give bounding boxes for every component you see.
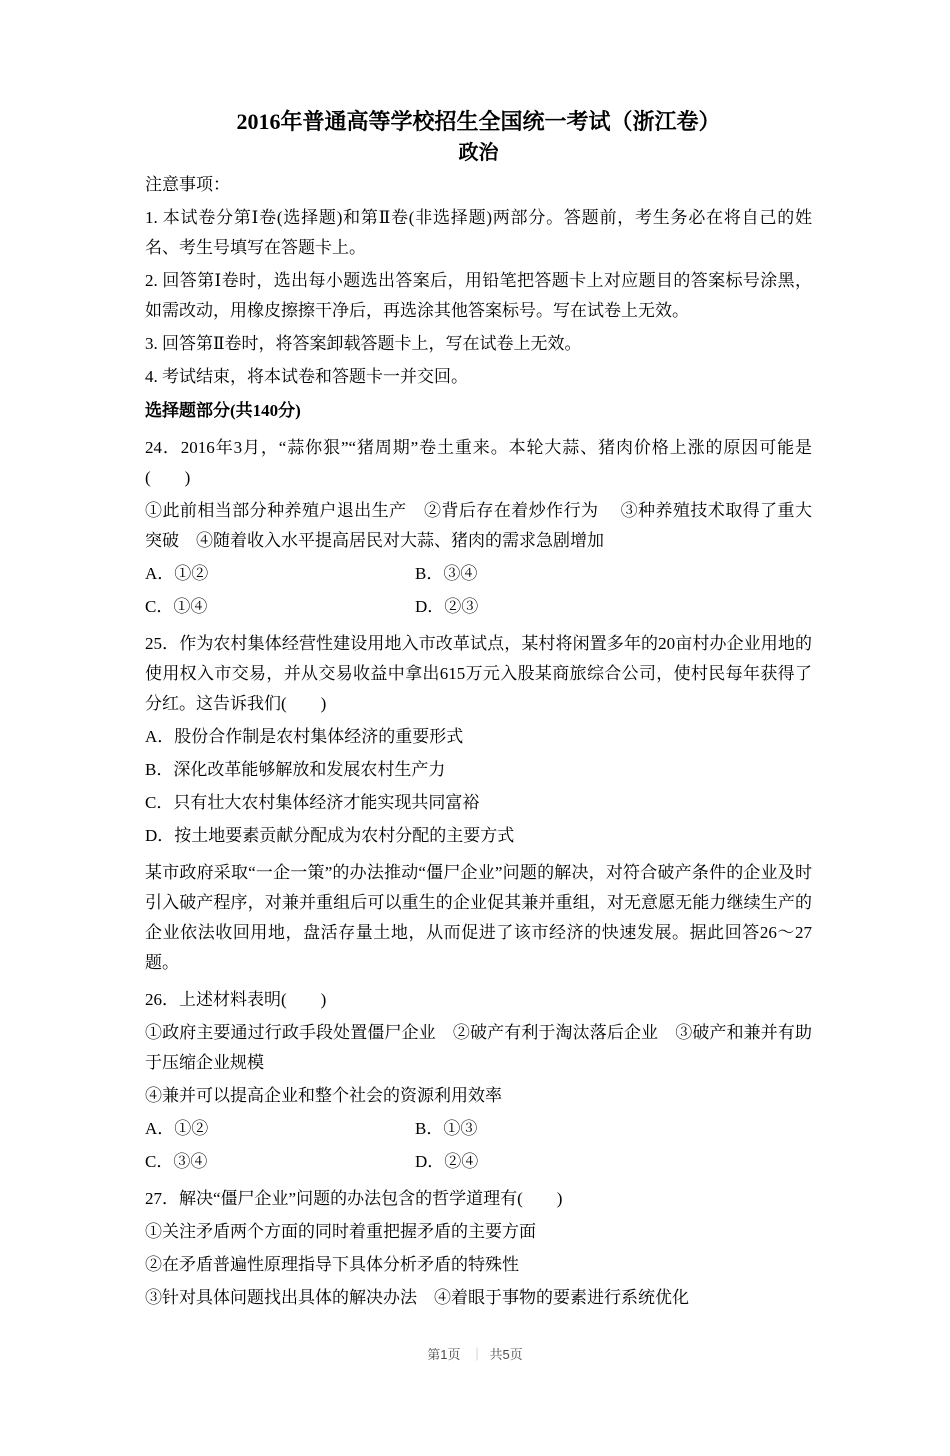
footer-total-pages: 共5页 — [489, 1347, 523, 1362]
question-27 — [145, 1184, 812, 1313]
question-24-items: ①此前相当部分种养殖户退出生产 ②背后存在着炒作行为 ③种养殖技术取得了重大突破 ④随着收入水平提高居民对大蒜、猪肉的需求急剧增加 — [145, 501, 812, 550]
page-subtitle: 政治 — [458, 142, 499, 164]
question-26-stem: 26．上述材料表明( ) — [145, 990, 327, 1009]
question-26-option-d: D．②④ — [415, 1152, 479, 1171]
question-24 — [145, 433, 812, 622]
question-26 — [145, 985, 812, 1177]
question-24-option-b: B．③④ — [415, 564, 478, 583]
question-24-option-c: C．①④ — [145, 597, 208, 616]
question-24-options-cd — [145, 592, 812, 622]
footer-separator: ｜ — [470, 1347, 484, 1362]
question-24-options-ab — [145, 559, 812, 589]
question-25-option-a: A．股份合作制是农村集体经济的重要形式 — [145, 727, 464, 746]
question-27-item-2: ②在矛盾普遍性原理指导下具体分析矛盾的特殊性 — [145, 1255, 519, 1274]
footer-page-number: 第1页 — [427, 1347, 461, 1362]
question-26-options-ab — [145, 1114, 812, 1144]
question-26-option-a: A．①② — [145, 1119, 209, 1138]
notice-item-3: 3. 回答第Ⅱ卷时，将答案卸载答题卡上，写在试卷上无效。 — [145, 334, 582, 353]
question-27-stem: 27．解决“僵尸企业”问题的办法包含的哲学道理有( ) — [145, 1189, 563, 1208]
question-26-option-c: C．③④ — [145, 1152, 208, 1171]
question-25-option-c: C．只有壮大农村集体经济才能实现共同富裕 — [145, 793, 480, 812]
notice-item-1: 1. 本试卷分第Ⅰ卷(选择题)和第Ⅱ卷(非选择题)两部分。答题前，考生务必在将自己的姓名、考生号填写在答题卡上。 — [145, 208, 812, 257]
question-26-items-line-1: ①政府主要通过行政手段处置僵尸企业 ②破产有利于淘汰落后企业 ③破产和兼并有助于压缩企业规模 — [145, 1023, 812, 1072]
question-26-option-b: B．①③ — [415, 1119, 478, 1138]
notice-item-4: 4. 考试结束，将本试卷和答题卡一并交回。 — [145, 367, 468, 386]
question-26-items-line-2: ④兼并可以提高企业和整个社会的资源利用效率 — [145, 1086, 502, 1105]
question-25-stem: 25．作为农村集体经营性建设用地入市改革试点，某村将闲置多年的20亩村办企业用地的使用权入市交易，并从交易收益中拿出615万元入股某商旅综合公司，使村民每年获得了分红。这告诉我们( ) — [145, 634, 812, 713]
question-25 — [145, 629, 812, 851]
question-24-option-a: A．①② — [145, 564, 209, 583]
question-27-item-1: ①关注矛盾两个方面的同时着重把握矛盾的主要方面 — [145, 1222, 536, 1241]
question-26-options-cd — [145, 1147, 812, 1177]
section-heading: 选择题部分(共140分) — [145, 401, 301, 420]
question-25-option-d: D．按土地要素贡献分配成为农村分配的主要方式 — [145, 826, 515, 845]
notice-item-2: 2. 回答第Ⅰ卷时，选出每小题选出答案后，用铅笔把答题卡上对应题目的答案标号涂黑，如需改动，用橡皮擦擦干净后，再选涂其他答案标号。写在试卷上无效。 — [145, 271, 812, 320]
question-24-option-d: D．②③ — [415, 597, 479, 616]
notice-heading: 注意事项： — [145, 175, 230, 194]
page-footer — [0, 1340, 950, 1370]
question-24-stem: 24．2016年3月，“蒜你狠”“猪周期”卷土重来。本轮大蒜、猪肉价格上涨的原因可能是( ) — [145, 438, 812, 487]
question-25-option-b: B．深化改革能够解放和发展农村生产力 — [145, 760, 446, 779]
page-title: 2016年普通高等学校招生全国统一考试（浙江卷） — [236, 109, 721, 134]
material-paragraph: 某市政府采取“一企一策”的办法推动“僵尸企业”问题的解决，对符合破产条件的企业及时引入破产程序，对兼并重组后可以重生的企业促其兼并重组，对无意愿无能力继续生产的企业依法收回用地，盘活存量土地，从而促进了该市经济的快速发展。据此回答26～27题。 — [145, 863, 812, 972]
question-27-item-3: ③针对具体问题找出具体的解决办法 ④着眼于事物的要素进行系统优化 — [145, 1288, 689, 1307]
